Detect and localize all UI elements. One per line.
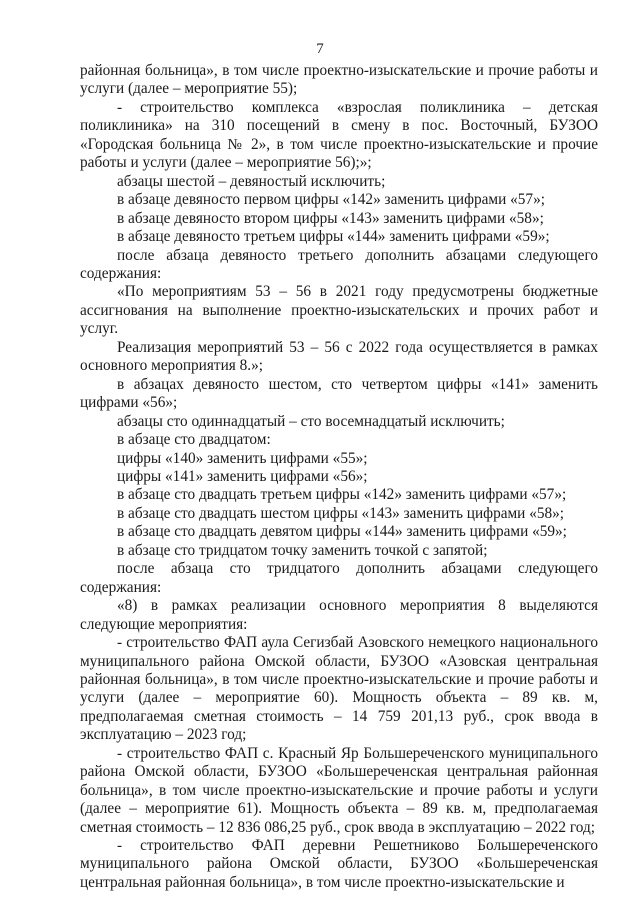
paragraph: после абзаца девяносто третьего дополнить абзацами следующего содержания: <box>80 246 598 282</box>
paragraph: «8) в рамках реализации основного мероприятия 8 выделяются следующие мероприятия: <box>80 597 598 633</box>
paragraph: в абзаце сто двадцать третьем цифры «142» заменить цифрами «57»; <box>117 486 567 504</box>
paragraph: районная больница», в том числе проектно-изыскательские и прочие работы и услуги (далее – мероприятие 55); <box>80 62 598 98</box>
paragraph: «По мероприятиям 53 – 56 в 2021 году предусмотрены бюджетные ассигнования на выполнение проектно-изыскательских и прочих работ и услуг. <box>80 283 598 338</box>
paragraph: - строительство ФАП с. Красный Яр Большереченского муниципального района Омской области, БУЗОО «Большереченская центральная районная больница», в том числе проектно-изыскательские и прочие работы и услуги (далее – мероприятие 61). Мощность объекта – 89 кв. м, предполагаемая сметная стоимость – 12 836 086,25 руб., срок ввода в эксплуатацию – 2022 год; <box>80 744 598 836</box>
paragraph: цифры «141» заменить цифрами «56»; <box>117 467 368 485</box>
paragraph: Реализация мероприятий 53 – 56 с 2022 года осуществляется в рамках основного мероприятия 8.»; <box>80 338 598 375</box>
paragraph: в абзаце сто двадцать шестом цифры «143» заменить цифрами «58»; <box>117 504 565 522</box>
paragraph: - строительство комплекса «взрослая поликлиника – детская поликлиника» на 310 посещений в смену в пос. Восточный, БУЗОО «Городская больница № 2», в том числе проектно-изыскательские и прочие работы и услуги (далее – мероприятие 56);»; <box>80 98 598 172</box>
paragraph: в абзаце сто двадцатом: <box>117 431 271 449</box>
paragraph: в абзаце сто тридцатом точку заменить точкой с запятой; <box>117 541 488 559</box>
paragraph: абзацы сто одиннадцатый – сто восемнадцатый исключить; <box>117 412 505 430</box>
paragraph: в абзаце девяносто втором цифры «143» заменить цифрами «58»; <box>117 209 544 227</box>
paragraph: после абзаца сто тридцатого дополнить абзацами следующего содержания: <box>80 560 598 596</box>
paragraph: в абзацах девяносто шестом, сто четвертом цифры «141» заменить цифрами «56»; <box>80 375 598 412</box>
paragraph: в абзаце девяносто первом цифры «142» заменить цифрами «57»; <box>117 191 545 209</box>
paragraph: - строительство ФАП деревни Решетниково Большереченского муниципального района Омской области, БУЗОО «Большереченская центральная районная больница», в том числе проектно-изыскательские и <box>80 837 598 891</box>
paragraph: в абзаце сто двадцать девятом цифры «144» заменить цифрами «59»; <box>117 523 567 541</box>
page-number: 7 <box>316 41 324 57</box>
paragraph: цифры «140» заменить цифрами «55»; <box>117 449 368 467</box>
document-body <box>80 62 598 892</box>
paragraph: абзацы шестой – девяностый исключить; <box>117 172 386 190</box>
paragraph: в абзаце девяносто третьем цифры «144» заменить цифрами «59»; <box>117 228 550 246</box>
paragraph: - строительство ФАП аула Сегизбай Азовского немецкого национального муниципального района Омской области, БУЗОО «Азовская центральная районная больница», в том числе проектно-изыскательские и прочие работы и услуги (далее – мероприятие 60). Мощность объекта – 89 кв. м, предполагаемая сметная стоимость – 14 759 201,13 руб., срок ввода в эксплуатацию – 2023 год; <box>80 634 598 744</box>
